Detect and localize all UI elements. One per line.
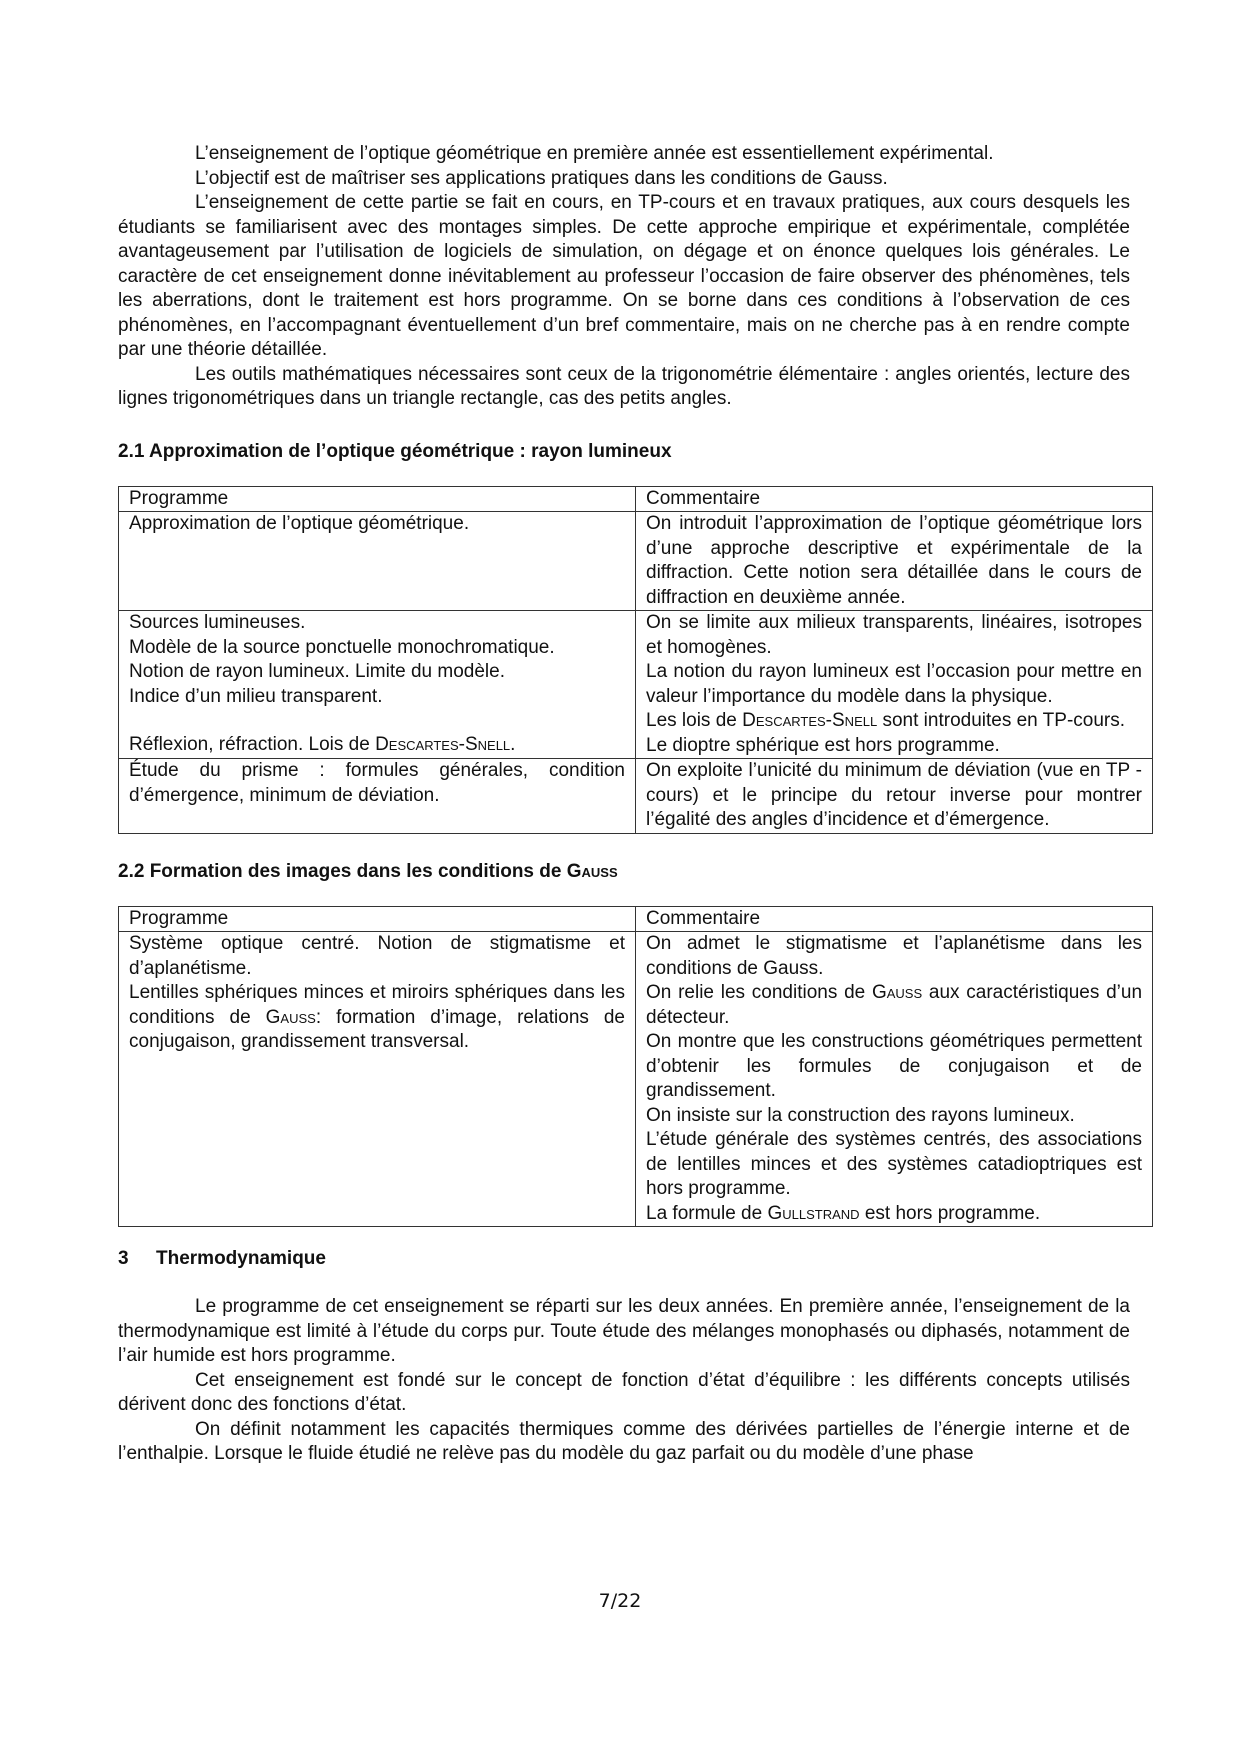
commentaire-cell: On exploite l’unicité du minimum de déviation (vue en TP - cours) et le principe du retour inverse pour montrer l’égalité des angles d’incidence et d’émergence. — [636, 759, 1153, 834]
intro-paragraph-3: L’enseignement de cette partie se fait en cours, en TP-cours et en travaux pratiques, aux cours desquels les étudiants se familiarisent avec des montages simples. De cette approche empirique et expérimentale, complétée avantageusement par l’utilisation de logiciels de simulation, on dégage et on énonce quelques lois générales. Le caractère de cet enseignement donne inévitablement au professeur l’occasion de faire observer des phénomènes, tels les aberrations, dont le traitement est hors programme. On se borne dans ces conditions à l’observation de ces phénomènes, en l’accompagnant éventuellement d’un bref commentaire, mais on ne cherche pas à en rendre compte par une théorie détaillée. — [118, 192, 1130, 360]
commentaire-line: Le dioptre sphérique est hors programme. — [646, 734, 1000, 756]
thermo-paragraph-2: Cet enseignement est fondé sur le concept de fonction d’état d’équilibre : les différents concepts utilisés dérivent donc des fonctions d’état. — [118, 1369, 1130, 1415]
author-name: Descartes-Snell — [375, 734, 511, 755]
text-span: On relie les conditions de — [646, 982, 872, 1003]
text-span: sont introduites en TP-cours. — [877, 710, 1126, 731]
section-3-heading — [118, 1247, 1130, 1271]
programme-cell: Étude du prisme : formules générales, condition d’émergence, minimum de déviation. — [119, 759, 636, 834]
text-span: Les lois de — [646, 710, 743, 731]
text-span: est hors programme. — [859, 1202, 1041, 1224]
commentaire-line: On admet le stigmatisme et l’aplanétisme dans les conditions de Gauss. — [646, 933, 1142, 979]
programme-line — [129, 733, 625, 758]
commentaire-line: On montre que les constructions géométriques permettent d’obtenir les formules de conjugaison et de grandissement. — [646, 1031, 1142, 1101]
programme-line — [129, 981, 625, 1055]
intro-paragraph-4: Les outils mathématiques nécessaires sont ceux de la trigonométrie élémentaire : angles orientés, lecture des lignes trigonométriques dans un triangle rectangle, cas des petits angles. — [118, 363, 1130, 409]
programme-line: Système optique centré. Notion de stigmatisme et d’aplanétisme. — [129, 933, 625, 979]
section-2-2-table — [118, 906, 1153, 1228]
text-span: 2.2 Formation des images dans les conditions de — [118, 860, 567, 882]
commentaire-line: L’étude générale des systèmes centrés, des associations de lentilles minces et des systèmes catadioptriques est hors programme. — [646, 1129, 1142, 1199]
document-page — [118, 142, 1143, 1467]
thermo-paragraph-3: On définit notamment les capacités thermiques comme des dérivées partielles de l’énergie interne et de l’enthalpie. Lorsque le fluide étudié ne relève pas du modèle du gaz parfait ou du modèle d’une phase — [118, 1418, 1130, 1464]
commentaire-line — [646, 981, 1142, 1030]
section-number: 3 — [118, 1248, 129, 1269]
commentaire-line: La notion du rayon lumineux est l’occasion pour mettre en valeur l’importance du modèle dans la physique. — [646, 661, 1142, 707]
table-header-row — [119, 486, 1153, 512]
text-span: aux caractéristiques d’un détecteur. — [646, 982, 1143, 1028]
programme-line: Modèle de la source ponctuelle monochromatique. — [129, 636, 555, 658]
author-name: Descartes-Snell — [742, 710, 878, 731]
header-commentaire: Commentaire — [636, 906, 1153, 932]
author-name: Gauss — [566, 860, 618, 882]
author-name: Gullstrand — [767, 1202, 860, 1224]
text-span: Réflexion, réfraction. Lois de — [129, 734, 376, 755]
text-span: Lentilles sphériques minces et miroirs sphériques dans les conditions de — [129, 982, 625, 1028]
table-header-row — [119, 906, 1153, 932]
commentaire-line: On se limite aux milieux transparents, linéaires, isotropes et homogènes. — [646, 612, 1142, 658]
table-row — [119, 932, 1153, 1227]
author-name: Gauss — [265, 1006, 316, 1028]
programme-cell — [119, 932, 636, 1227]
commentaire-cell: On introduit l’approximation de l’optique géométrique lors d’une approche descriptive et expérimentale de la diffraction. Cette notion sera détaillée dans le cours de diffraction en deuxième année. — [636, 512, 1153, 611]
section-title: Thermodynamique — [156, 1248, 326, 1269]
commentaire-cell — [636, 932, 1153, 1227]
section-2-1-table — [118, 486, 1153, 834]
intro-paragraph-2: L’objectif est de maîtriser ses applications pratiques dans les conditions de Gauss. — [195, 167, 888, 189]
commentaire-line — [646, 1202, 1142, 1227]
header-commentaire: Commentaire — [636, 486, 1153, 512]
section-2-2-heading — [118, 860, 1130, 884]
programme-cell — [119, 611, 636, 759]
author-name: Gauss — [871, 982, 923, 1003]
table-row — [119, 759, 1153, 834]
table-row — [119, 512, 1153, 611]
thermo-paragraph-1: Le programme de cet enseignement se réparti sur les deux années. En première année, l’enseignement de la thermodynamique est limité à l’étude du corps pur. Toute étude des mélanges monophasés ou diphasés, notamment de l’air humide est hors programme. — [118, 1296, 1130, 1366]
commentaire-line: On insiste sur la construction des rayons lumineux. — [646, 1104, 1075, 1126]
programme-line: Notion de rayon lumineux. Limite du modèle. — [129, 661, 505, 682]
intro-paragraph-1: L’enseignement de l’optique géométrique en première année est essentiellement expérimental. — [195, 143, 994, 164]
programme-line: Indice d’un milieu transparent. — [129, 685, 383, 707]
text-span: La formule de — [646, 1202, 768, 1224]
header-programme: Programme — [119, 486, 636, 512]
programme-line: Sources lumineuses. — [129, 612, 306, 633]
text-span: . — [510, 734, 516, 755]
header-programme: Programme — [119, 906, 636, 932]
page-number: 7/22 — [598, 1590, 642, 1612]
text-span: : formation d’image, relations de conjugaison, grandissement transversal. — [129, 1006, 625, 1052]
commentaire-line — [646, 709, 1142, 734]
section-2-1-heading: 2.1 Approximation de l’optique géométrique : rayon lumineux — [118, 440, 672, 462]
commentaire-cell — [636, 611, 1153, 759]
table-row — [119, 611, 1153, 759]
programme-cell: Approximation de l’optique géométrique. — [119, 512, 636, 611]
